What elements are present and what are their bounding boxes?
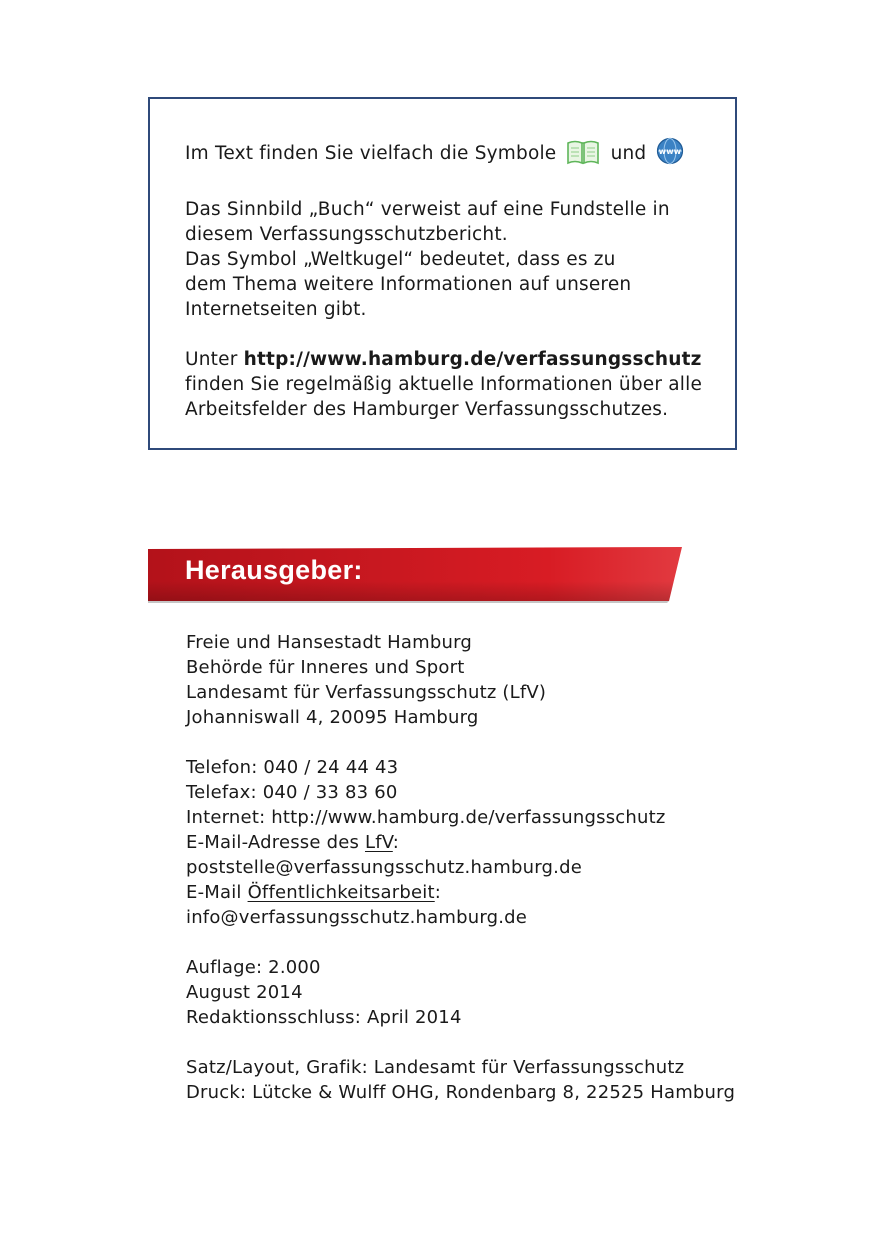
text-line: Unter <box>185 349 238 370</box>
book-icon <box>566 139 600 172</box>
internet-address[interactable]: Internet: http://www.hamburg.de/verfassungsschutz <box>186 807 666 828</box>
publisher-banner <box>148 547 684 603</box>
org-line: Freie und Hansestadt Hamburg <box>186 632 473 653</box>
text-line: finden Sie regelmäßig aktuelle Informationen über alle <box>185 374 703 395</box>
publisher-details <box>186 630 826 1105</box>
layout-credit: Satz/Layout, Grafik: Landesamt für Verfassungsschutz <box>186 1057 685 1078</box>
symbols-intro <box>185 137 725 172</box>
website-url-link[interactable]: http://www.hamburg.de/verfassungsschutz <box>243 349 702 370</box>
info-box-content <box>185 137 725 422</box>
print-run: Auflage: 2.000 <box>186 957 321 978</box>
email-label-text: E-Mail <box>186 882 248 903</box>
email-address[interactable]: poststelle@verfassungsschutz.hamburg.de <box>186 857 582 878</box>
publication-date: August 2014 <box>186 982 303 1003</box>
printer-credit: Druck: Lütcke & Wulff OHG, Rondenbarg 8, 22525 Hamburg <box>186 1082 736 1103</box>
info-box <box>148 97 737 450</box>
text-line: Das Sinnbild „Buch“ verweist auf eine Fundstelle in <box>185 199 670 220</box>
website-note <box>185 347 725 422</box>
org-line: Behörde für Inneres und Sport <box>186 657 465 678</box>
symbols-intro-text: Im Text finden Sie vielfach die Symbole <box>185 143 557 164</box>
org-line: Landesamt für Verfassungsschutz (LfV) <box>186 682 547 703</box>
street-address: Johanniswall 4, 20095 Hamburg <box>186 707 479 728</box>
public-relations-word: Öffentlichkeitsarbeit <box>247 882 435 903</box>
symbols-und: und <box>610 143 647 164</box>
colon: : <box>434 882 441 903</box>
text-line: Arbeitsfelder des Hamburger Verfassungsschutzes. <box>185 399 669 420</box>
globe-www-icon <box>656 137 684 172</box>
fax-number: Telefax: 040 / 33 83 60 <box>186 782 398 803</box>
email-pr-address[interactable]: info@verfassungsschutz.hamburg.de <box>186 907 528 928</box>
phone-number: Telefon: 040 / 24 44 43 <box>186 757 399 778</box>
text-line: diesem Verfassungsschutzbericht. <box>185 224 508 245</box>
svg-text:www: www <box>659 147 682 156</box>
email-label <box>186 830 826 855</box>
text-line: Das Symbol „Weltkugel“ bedeutet, dass es zu <box>185 249 616 270</box>
publisher-heading: Herausgeber: <box>185 555 363 585</box>
text-line: dem Thema weitere Informationen auf unseren <box>185 274 632 295</box>
colon: : <box>392 832 400 853</box>
text-line: Internetseiten gibt. <box>185 299 367 320</box>
email-label-text: E-Mail-Adresse des <box>186 832 365 853</box>
symbols-explanation <box>185 197 725 322</box>
email-pr-label <box>186 880 826 905</box>
editorial-deadline: Redaktionsschluss: April 2014 <box>186 1007 462 1028</box>
lfv-abbreviation: LfV <box>364 832 393 853</box>
